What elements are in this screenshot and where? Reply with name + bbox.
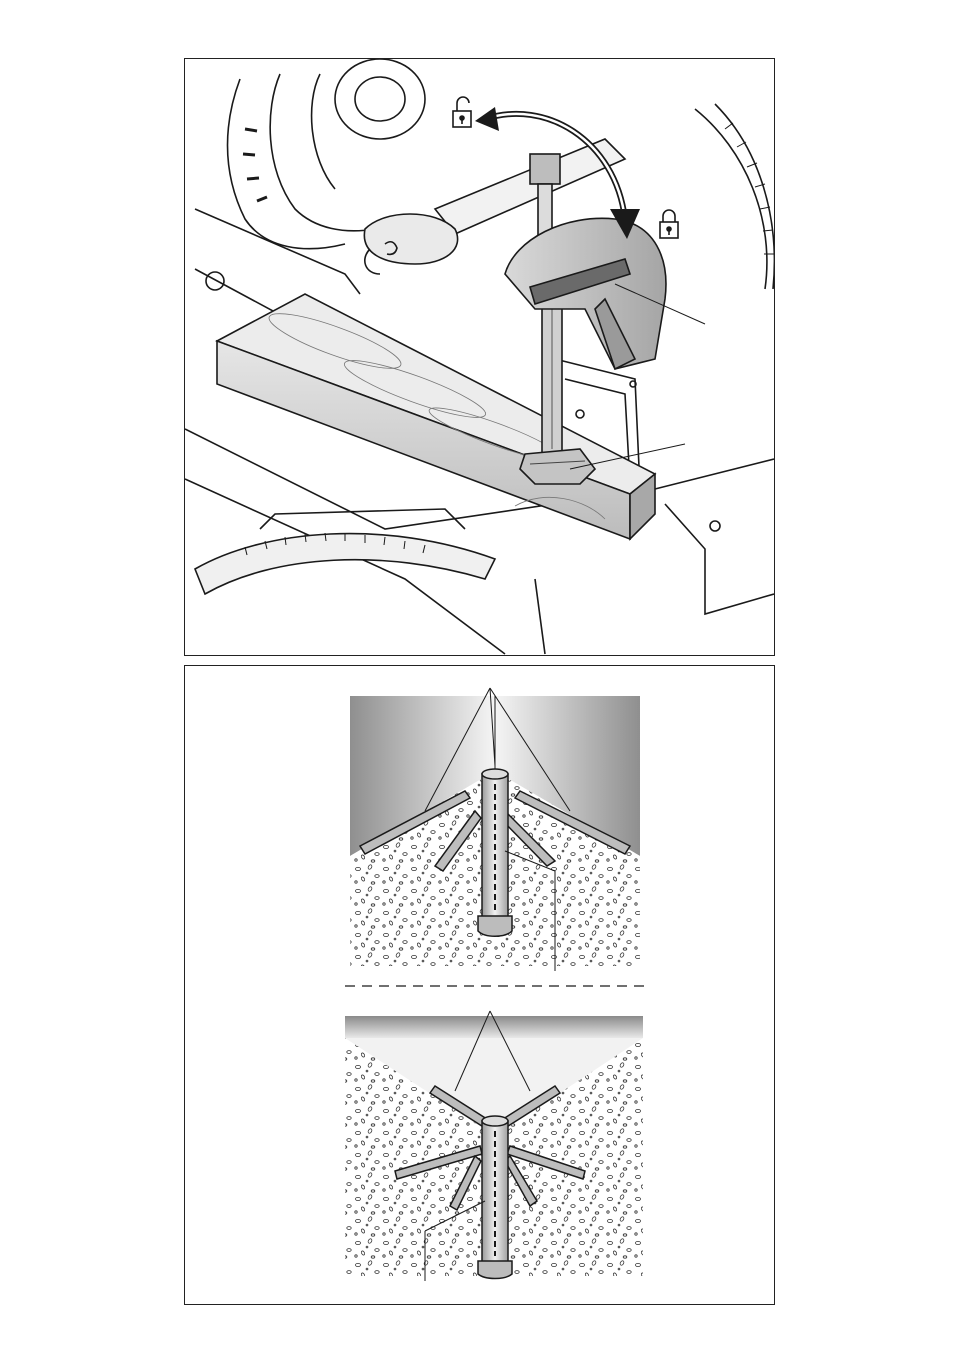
wood-workpiece — [217, 294, 655, 539]
figure-stand-panel — [184, 665, 775, 1305]
corner-stand-icon — [350, 688, 640, 971]
stand-illustration — [185, 666, 774, 1304]
bevel-scale — [195, 534, 495, 594]
floor-stand-icon — [345, 1011, 643, 1281]
lock-icon — [660, 210, 678, 238]
figure-saw-clamp-panel — [184, 58, 775, 656]
blade-guard-outline — [228, 79, 346, 249]
saw-clamp-illustration — [185, 59, 774, 655]
unlock-icon — [453, 97, 471, 127]
miter-scale-arc — [695, 109, 767, 289]
